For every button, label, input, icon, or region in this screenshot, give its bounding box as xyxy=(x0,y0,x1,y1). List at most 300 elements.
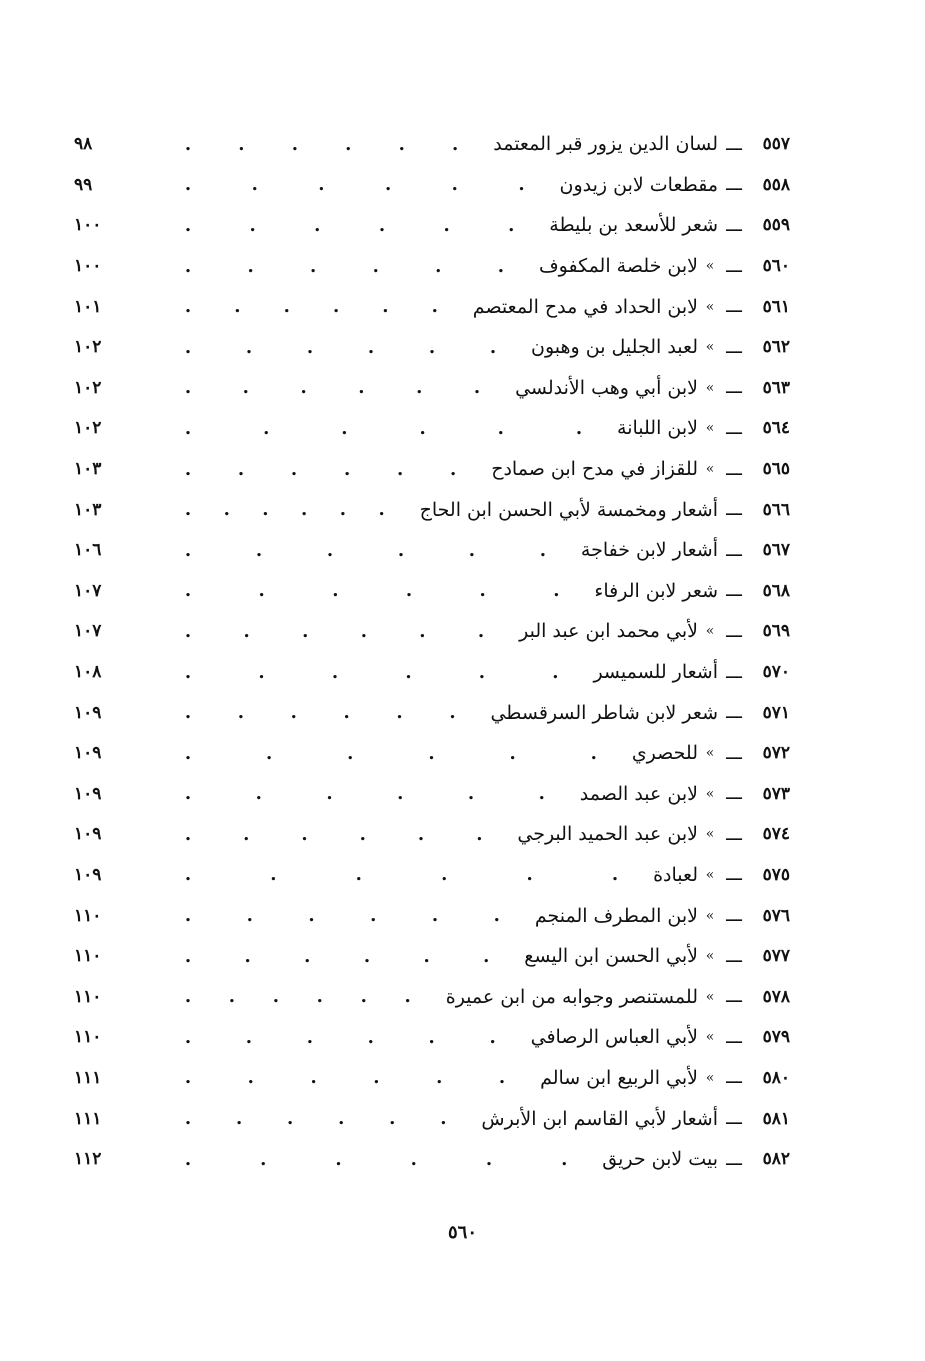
entry-title: شعر لابن الرفاء xyxy=(594,579,718,602)
entry-title: للقزاز في مدح ابن صمادح xyxy=(491,458,698,481)
leader-dot: . xyxy=(443,214,450,236)
leader-dot: . xyxy=(314,214,321,236)
entry-page: ١٠٢ xyxy=(74,418,102,439)
entry-page: ١٠٣ xyxy=(74,459,102,480)
toc-entry xyxy=(70,814,790,855)
leader-dot: . xyxy=(246,905,253,927)
leader-dot: . xyxy=(184,133,192,155)
entry-number: ٥٥٨ xyxy=(762,174,790,195)
entry-page: ٩٩ xyxy=(74,174,93,195)
entry-dash: ـــ xyxy=(726,539,742,561)
leader-dot: . xyxy=(272,986,280,1008)
toc-entry xyxy=(70,1017,790,1058)
dot-leaders xyxy=(126,662,593,683)
leader-dot: . xyxy=(428,336,436,358)
entry-dash: ـــ xyxy=(726,296,742,318)
leader-dot: . xyxy=(428,1026,435,1048)
leader-dot: . xyxy=(310,1067,317,1089)
entry-dash: ـــ xyxy=(726,1148,742,1170)
dot-leaders xyxy=(126,377,515,398)
leader-dot: . xyxy=(382,296,389,318)
entry-title: أشعار ومخمسة لأبي الحسن ابن الحاج xyxy=(419,498,718,521)
ditto-mark: » xyxy=(705,1069,715,1086)
leader-dot: . xyxy=(234,296,241,318)
entry-title: شعر للأسعد بن بليطة xyxy=(549,214,718,237)
leader-dot: . xyxy=(326,539,334,561)
leader-dot: . xyxy=(552,661,559,683)
toc-entry xyxy=(70,449,790,490)
entry-page: ١٠٨ xyxy=(74,662,102,683)
ditto-mark: » xyxy=(705,258,715,275)
entry-number: ٥٦٤ xyxy=(762,418,790,439)
entry-number: ٥٧٧ xyxy=(762,946,790,967)
leader-dot: . xyxy=(228,986,236,1008)
leader-dot: . xyxy=(467,783,475,805)
leader-dot: . xyxy=(451,174,458,196)
entry-page: ١٠٩ xyxy=(74,864,102,885)
leader-dot: . xyxy=(266,742,273,764)
leader-dot: . xyxy=(301,499,308,521)
entry-title: لابن الحداد في مدح المعتصم xyxy=(472,295,698,318)
leader-dot: . xyxy=(539,539,547,561)
leader-dot: . xyxy=(258,661,265,683)
leader-dot: . xyxy=(476,823,483,845)
leader-dot: . xyxy=(301,823,308,845)
leader-dot: . xyxy=(255,539,263,561)
leader-dot: . xyxy=(384,174,392,196)
toc-entry xyxy=(70,571,790,612)
leader-dot: . xyxy=(419,417,426,439)
entry-page: ١٠٩ xyxy=(74,743,102,764)
leader-dot: . xyxy=(370,905,377,927)
leader-dot: . xyxy=(489,1026,496,1048)
leader-dot: . xyxy=(251,174,258,196)
entry-dash: ـــ xyxy=(726,661,742,683)
dot-leaders xyxy=(126,905,535,926)
leader-dot: . xyxy=(332,296,340,318)
dot-leaders xyxy=(126,174,560,195)
leader-dot: . xyxy=(538,783,545,805)
entry-page: ١٠٩ xyxy=(74,783,102,804)
leader-dot: . xyxy=(468,539,476,561)
entry-dash: ـــ xyxy=(726,499,742,521)
entry-page: ١٠٠ xyxy=(74,256,102,277)
entry-page: ١١٠ xyxy=(74,986,102,1007)
leader-dot: . xyxy=(184,945,192,967)
ditto-mark: » xyxy=(705,826,715,843)
entry-title: لابن المطرف المنجم xyxy=(534,904,698,927)
leader-dot: . xyxy=(397,539,405,561)
entry-number: ٥٦٦ xyxy=(762,499,790,520)
ditto-mark: » xyxy=(705,379,715,396)
leader-dot: . xyxy=(184,499,192,521)
leader-dot: . xyxy=(561,1148,568,1170)
leader-dot: . xyxy=(260,1148,267,1170)
entry-dash: ـــ xyxy=(726,945,742,967)
leader-dot: . xyxy=(237,458,245,480)
dot-leaders xyxy=(126,540,581,561)
leader-dot: . xyxy=(238,133,245,155)
dot-leaders xyxy=(126,1027,531,1048)
entry-number: ٥٧١ xyxy=(762,702,790,723)
leader-dot: . xyxy=(440,1108,447,1130)
ditto-mark: » xyxy=(705,785,715,802)
leader-dot: . xyxy=(378,499,385,521)
leader-dot: . xyxy=(410,1148,417,1170)
entry-page: ١١٠ xyxy=(74,1027,102,1048)
leader-dot: . xyxy=(184,580,192,602)
leader-dot: . xyxy=(479,580,486,602)
leader-dot: . xyxy=(373,1067,380,1089)
leader-dot: . xyxy=(498,1067,506,1089)
ditto-mark: » xyxy=(705,907,715,924)
leader-dot: . xyxy=(242,377,249,399)
entry-number: ٥٦٧ xyxy=(762,540,790,561)
entry-dash: ـــ xyxy=(726,377,742,399)
entry-number: ٥٥٧ xyxy=(762,134,790,155)
entry-title: أشعار لأبي القاسم ابن الأبرش xyxy=(481,1107,718,1130)
leader-dot: . xyxy=(283,296,290,318)
entry-number: ٥٦٥ xyxy=(762,459,790,480)
toc-entry xyxy=(70,692,790,733)
leader-dot: . xyxy=(184,174,192,196)
leader-dot: . xyxy=(243,620,250,642)
leader-dot: . xyxy=(270,864,277,886)
entry-page: ١١٢ xyxy=(74,1149,102,1170)
entry-title: مقطعات لابن زيدون xyxy=(559,173,718,196)
dot-leaders xyxy=(126,1067,540,1088)
ditto-mark: » xyxy=(705,988,715,1005)
leader-dot: . xyxy=(184,620,192,642)
leader-dot: . xyxy=(326,783,333,805)
toc-entry xyxy=(70,774,790,815)
entry-number: ٥٦٣ xyxy=(762,377,790,398)
leader-dot: . xyxy=(244,945,251,967)
entry-dash: ـــ xyxy=(726,336,742,358)
dot-leaders xyxy=(126,1149,602,1170)
entry-page: ١٠٩ xyxy=(74,702,102,723)
leader-dot: . xyxy=(184,336,192,358)
ditto-mark: » xyxy=(705,1029,715,1046)
entry-page: ١٠٢ xyxy=(74,337,102,358)
leader-dot: . xyxy=(184,783,192,805)
entry-title: للحصري xyxy=(631,742,698,765)
entry-number: ٥٧٩ xyxy=(762,1027,790,1048)
leader-dot: . xyxy=(318,174,325,196)
toc-entry xyxy=(70,976,790,1017)
leader-dot: . xyxy=(485,1148,493,1170)
entry-page: ١٠٧ xyxy=(74,580,102,601)
leader-dot: . xyxy=(367,336,375,358)
leader-dot: . xyxy=(184,1026,192,1048)
page-number: ٥٦٠ xyxy=(447,1222,477,1243)
entry-dash: ـــ xyxy=(726,620,742,642)
entry-dash: ـــ xyxy=(726,580,742,602)
dot-leaders xyxy=(126,459,491,480)
leader-dot: . xyxy=(372,255,379,277)
leader-dot: . xyxy=(258,580,265,602)
leader-dot: . xyxy=(405,580,413,602)
leader-dot: . xyxy=(404,986,411,1008)
entry-dash: ـــ xyxy=(726,742,742,764)
dot-leaders xyxy=(126,256,539,277)
entry-title: لسان الدين يزور قبر المعتمد xyxy=(493,133,718,156)
leader-dot: . xyxy=(335,1148,342,1170)
leader-dot: . xyxy=(263,417,270,439)
toc-entry xyxy=(70,165,790,206)
leader-dot: . xyxy=(184,539,192,561)
leader-dot: . xyxy=(184,1148,192,1170)
leader-dot: . xyxy=(493,905,500,927)
entry-dash: ـــ xyxy=(726,1108,742,1130)
leader-dot: . xyxy=(291,133,299,155)
leader-dot: . xyxy=(341,417,348,439)
dot-leaders xyxy=(126,783,580,804)
leader-dot: . xyxy=(247,1067,254,1089)
leader-dot: . xyxy=(405,661,412,683)
entry-title: أشعار لابن خفاجة xyxy=(580,539,718,562)
leader-dot: . xyxy=(245,336,253,358)
ditto-mark: » xyxy=(705,948,715,965)
entry-page: ١٠٢ xyxy=(74,377,102,398)
ditto-mark: » xyxy=(705,420,715,437)
leader-dot: . xyxy=(235,1108,243,1130)
leader-dot: . xyxy=(184,1067,192,1089)
entry-number: ٥٨١ xyxy=(762,1108,790,1129)
entry-page: ١٠٠ xyxy=(74,215,102,236)
toc-entry xyxy=(70,408,790,449)
leader-dot: . xyxy=(308,905,315,927)
entry-title: لابن عبد الصمد xyxy=(579,782,698,805)
leader-dot: . xyxy=(398,133,405,155)
entry-number: ٥٧٣ xyxy=(762,783,790,804)
leader-dot: . xyxy=(359,823,366,845)
entry-page: ١٠٧ xyxy=(74,621,102,642)
dot-leaders xyxy=(126,337,531,358)
toc-entry xyxy=(70,530,790,571)
leader-dot: . xyxy=(360,986,367,1008)
entry-dash: ـــ xyxy=(726,1026,742,1048)
ditto-mark: » xyxy=(705,623,715,640)
entry-dash: ـــ xyxy=(726,458,742,480)
leader-dot: . xyxy=(184,986,192,1008)
entry-title: لأبي محمد ابن عبد البر xyxy=(519,620,698,643)
entry-number: ٥٦١ xyxy=(762,296,790,317)
leader-dot: . xyxy=(378,214,386,236)
leader-dot: . xyxy=(355,864,362,886)
leader-dot: . xyxy=(483,945,490,967)
leader-dot: . xyxy=(184,1108,192,1130)
ditto-mark: » xyxy=(705,339,715,356)
leader-dot: . xyxy=(509,742,516,764)
entry-number: ٥٧٠ xyxy=(762,662,790,683)
entry-page: ١٠١ xyxy=(74,296,102,317)
toc-entry xyxy=(70,895,790,936)
entry-number: ٥٨٠ xyxy=(762,1067,790,1088)
leader-dot: . xyxy=(396,458,404,480)
entry-title: لأبي العباس الرصافي xyxy=(530,1026,698,1049)
leader-dot: . xyxy=(397,783,404,805)
entry-title: لأبي الحسن ابن اليسع xyxy=(524,945,698,968)
dot-leaders xyxy=(126,743,632,764)
leader-dot: . xyxy=(396,702,403,724)
entry-page: ١١٠ xyxy=(74,946,102,967)
leader-dot: . xyxy=(497,255,505,277)
leader-dot: . xyxy=(416,377,423,399)
entry-dash: ـــ xyxy=(726,214,742,236)
leader-dot: . xyxy=(423,945,430,967)
entry-title: لعبادة xyxy=(653,863,698,886)
leader-dot: . xyxy=(358,377,365,399)
leader-dot: . xyxy=(243,823,250,845)
leader-dot: . xyxy=(332,580,339,602)
entry-page: ١١١ xyxy=(74,1067,102,1088)
entry-dash: ـــ xyxy=(726,702,742,724)
leader-dot: . xyxy=(304,945,311,967)
leader-dot: . xyxy=(184,823,192,845)
toc-entry xyxy=(70,611,790,652)
dot-leaders xyxy=(126,864,653,885)
leader-dot: . xyxy=(184,214,192,236)
toc-entry xyxy=(70,1098,790,1139)
dot-leaders xyxy=(126,296,473,317)
leader-dot: . xyxy=(508,214,515,236)
entry-dash: ـــ xyxy=(726,1067,742,1089)
leader-dot: . xyxy=(417,823,425,845)
leader-dot: . xyxy=(611,864,619,886)
leader-dot: . xyxy=(428,742,435,764)
ditto-mark: » xyxy=(705,298,715,315)
entry-title: بيت لابن حريق xyxy=(602,1148,718,1171)
table-of-contents xyxy=(70,124,790,1179)
leader-dot: . xyxy=(331,661,339,683)
leader-dot: . xyxy=(431,296,438,318)
leader-dot: . xyxy=(306,1026,313,1048)
entry-dash: ـــ xyxy=(726,255,742,277)
entry-number: ٥٦٢ xyxy=(762,337,790,358)
leader-dot: . xyxy=(518,174,525,196)
dot-leaders xyxy=(126,621,519,642)
entry-page: ١٠٩ xyxy=(74,824,102,845)
leader-dot: . xyxy=(489,336,497,358)
entry-title: للمستنصر وجوابه من ابن عميرة xyxy=(445,985,698,1008)
leader-dot: . xyxy=(184,661,192,683)
entry-dash: ـــ xyxy=(726,133,742,155)
leader-dot: . xyxy=(367,1026,374,1048)
leader-dot: . xyxy=(247,255,254,277)
toc-entry xyxy=(70,246,790,287)
toc-entry xyxy=(70,855,790,896)
leader-dot: . xyxy=(450,458,457,480)
entry-title: شعر لابن شاطر السرقسطي xyxy=(490,701,718,724)
leader-dot: . xyxy=(343,458,351,480)
toc-entry xyxy=(70,286,790,327)
leader-dot: . xyxy=(553,580,560,602)
leader-dot: . xyxy=(478,661,486,683)
entry-number: ٥٦٩ xyxy=(762,621,790,642)
leader-dot: . xyxy=(184,417,192,439)
toc-entry xyxy=(70,327,790,368)
toc-entry xyxy=(70,124,790,165)
entry-page: ١١١ xyxy=(74,1108,102,1129)
leader-dot: . xyxy=(316,986,323,1008)
leader-dot: . xyxy=(526,864,533,886)
entry-dash: ـــ xyxy=(726,417,742,439)
leader-dot: . xyxy=(290,458,298,480)
leader-dot: . xyxy=(287,1108,294,1130)
leader-dot: . xyxy=(184,702,192,724)
entry-dash: ـــ xyxy=(726,905,742,927)
leader-dot: . xyxy=(302,620,309,642)
entry-number: ٥٨٢ xyxy=(762,1149,790,1170)
leader-dot: . xyxy=(477,620,485,642)
entry-title: لأبي الربيع ابن سالم xyxy=(540,1066,698,1089)
dot-leaders xyxy=(126,986,446,1007)
entry-title: لابن عبد الحميد البرجي xyxy=(517,823,698,846)
entry-title: أشعار للسميسر xyxy=(593,661,718,684)
leader-dot: . xyxy=(255,783,262,805)
leader-dot: . xyxy=(360,620,367,642)
entry-dash: ـــ xyxy=(726,783,742,805)
entry-page: ٩٨ xyxy=(74,134,93,155)
leader-dot: . xyxy=(184,255,192,277)
leader-dot: . xyxy=(184,742,192,764)
entry-number: ٥٥٩ xyxy=(762,215,790,236)
dot-leaders xyxy=(126,418,617,439)
dot-leaders xyxy=(126,946,524,967)
leader-dot: . xyxy=(347,742,354,764)
toc-entry xyxy=(70,652,790,693)
entry-page: ١٠٣ xyxy=(74,499,102,520)
leader-dot: . xyxy=(339,499,347,521)
ditto-mark: » xyxy=(705,461,715,478)
entry-number: ٥٧٤ xyxy=(762,824,790,845)
toc-entry xyxy=(70,733,790,774)
dot-leaders xyxy=(126,702,490,723)
leader-dot: . xyxy=(452,133,459,155)
leader-dot: . xyxy=(345,133,352,155)
leader-dot: . xyxy=(389,1108,396,1130)
leader-dot: . xyxy=(431,905,439,927)
entry-dash: ـــ xyxy=(726,864,742,886)
leader-dot: . xyxy=(290,702,297,724)
leader-dot: . xyxy=(245,1026,253,1048)
leader-dot: . xyxy=(184,458,192,480)
toc-entry xyxy=(70,205,790,246)
toc-entry xyxy=(70,1058,790,1099)
leader-dot: . xyxy=(306,336,314,358)
toc-entry xyxy=(70,936,790,977)
leader-dot: . xyxy=(184,296,192,318)
entry-page: ١٠٦ xyxy=(74,540,102,561)
entry-dash: ـــ xyxy=(726,986,742,1008)
dot-leaders xyxy=(126,134,493,155)
entry-number: ٥٧٦ xyxy=(762,905,790,926)
leader-dot: . xyxy=(310,255,317,277)
entry-dash: ـــ xyxy=(726,823,742,845)
dot-leaders xyxy=(126,499,420,520)
entry-number: ٥٧٢ xyxy=(762,743,790,764)
leader-dot: . xyxy=(237,702,245,724)
leader-dot: . xyxy=(436,1067,443,1089)
leader-dot: . xyxy=(184,377,192,399)
entry-title: لابن اللبانة xyxy=(617,417,698,440)
leader-dot: . xyxy=(343,702,350,724)
toc-entry xyxy=(70,1139,790,1180)
leader-dot: . xyxy=(590,742,597,764)
leader-dot: . xyxy=(184,905,192,927)
leader-dot: . xyxy=(262,499,269,521)
